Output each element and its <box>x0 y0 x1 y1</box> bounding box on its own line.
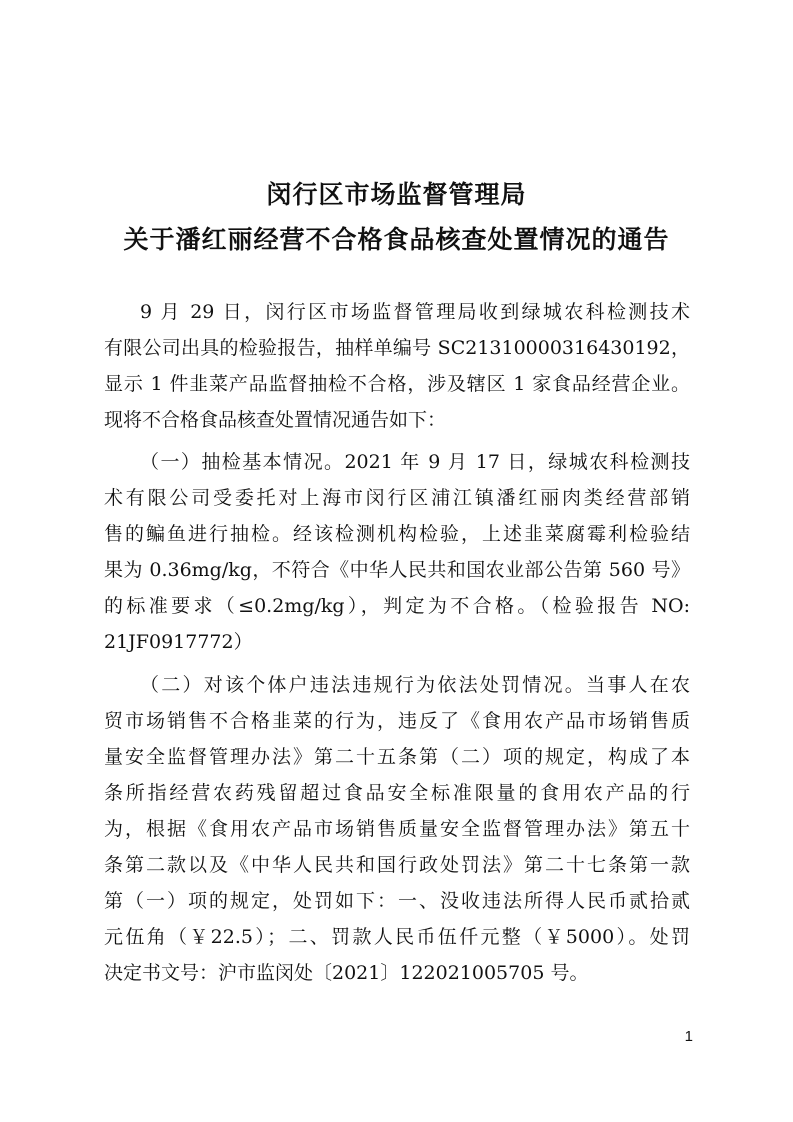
paragraph-2-line-6: 21JF0917772） <box>104 631 253 653</box>
paragraph-3-line-5: 为，根据《食用农产品市场销售质量安全监督管理办法》第五十 <box>104 818 690 840</box>
paragraph-1-line-1: 9 月 29 日，闵行区市场监督管理局收到绿城农科检测技术 <box>140 301 690 323</box>
paragraph-3-line-7: 第（一）项的规定，处罚如下：一、没收违法所得人民币贰拾贰 <box>104 890 690 912</box>
paragraph-2-line-3: 售的鳊鱼进行抽检。经该检测机构检验，上述韭菜腐霉利检验结 <box>104 523 690 545</box>
paragraph-3-line-8: 元伍角（￥22.5）；二、罚款人民币伍仟元整（￥5000）。处罚 <box>104 926 690 948</box>
paragraph-3-line-1: （二）对该个体户违法违规行为依法处罚情况。当事人在农 <box>140 674 690 696</box>
paragraph-3-line-4: 条所指经营农药残留超过食品安全标准限量的食用农产品的行 <box>104 782 690 804</box>
page-number: 1 <box>684 1028 693 1045</box>
paragraph-1-line-3: 显示 1 件韭菜产品监督抽检不合格，涉及辖区 1 家食品经营企业。 <box>104 373 690 395</box>
paragraph-3-line-3: 量安全监督管理办法》第二十五条第（二）项的规定，构成了本 <box>104 746 690 768</box>
paragraph-3-line-2: 贸市场销售不合格韭菜的行为，违反了《食用农产品市场销售质 <box>104 710 690 732</box>
paragraph-1-line-4: 现将不合格食品核查处置情况通告如下： <box>104 409 447 431</box>
paragraph-3-line-9: 决定书文号：沪市监闵处〔2021〕122021005705 号。 <box>104 962 589 984</box>
paragraph-2-line-5: 的标准要求（≤0.2mg/kg），判定为不合格。（检验报告 NO: <box>104 595 690 617</box>
document-title-line-2: 关于潘红丽经营不合格食品核查处置情况的通告 <box>123 225 670 254</box>
paragraph-3-line-6: 条第二款以及《中华人民共和国行政处罚法》第二十七条第一款 <box>104 854 690 876</box>
paragraph-2-line-4: 果为 0.36mg/kg，不符合《中华人民共和国农业部公告第 560 号》 <box>104 559 690 581</box>
paragraph-2-line-1: （一）抽检基本情况。2021 年 9 月 17 日，绿城农科检测技 <box>140 451 690 473</box>
paragraph-2-line-2: 术有限公司受委托对上海市闵行区浦江镇潘红丽肉类经营部销 <box>104 487 690 509</box>
document-title-line-1: 闵行区市场监督管理局 <box>266 180 527 209</box>
paragraph-1-line-2: 有限公司出具的检验报告，抽样单编号 SC21310000316430192， <box>104 337 690 359</box>
